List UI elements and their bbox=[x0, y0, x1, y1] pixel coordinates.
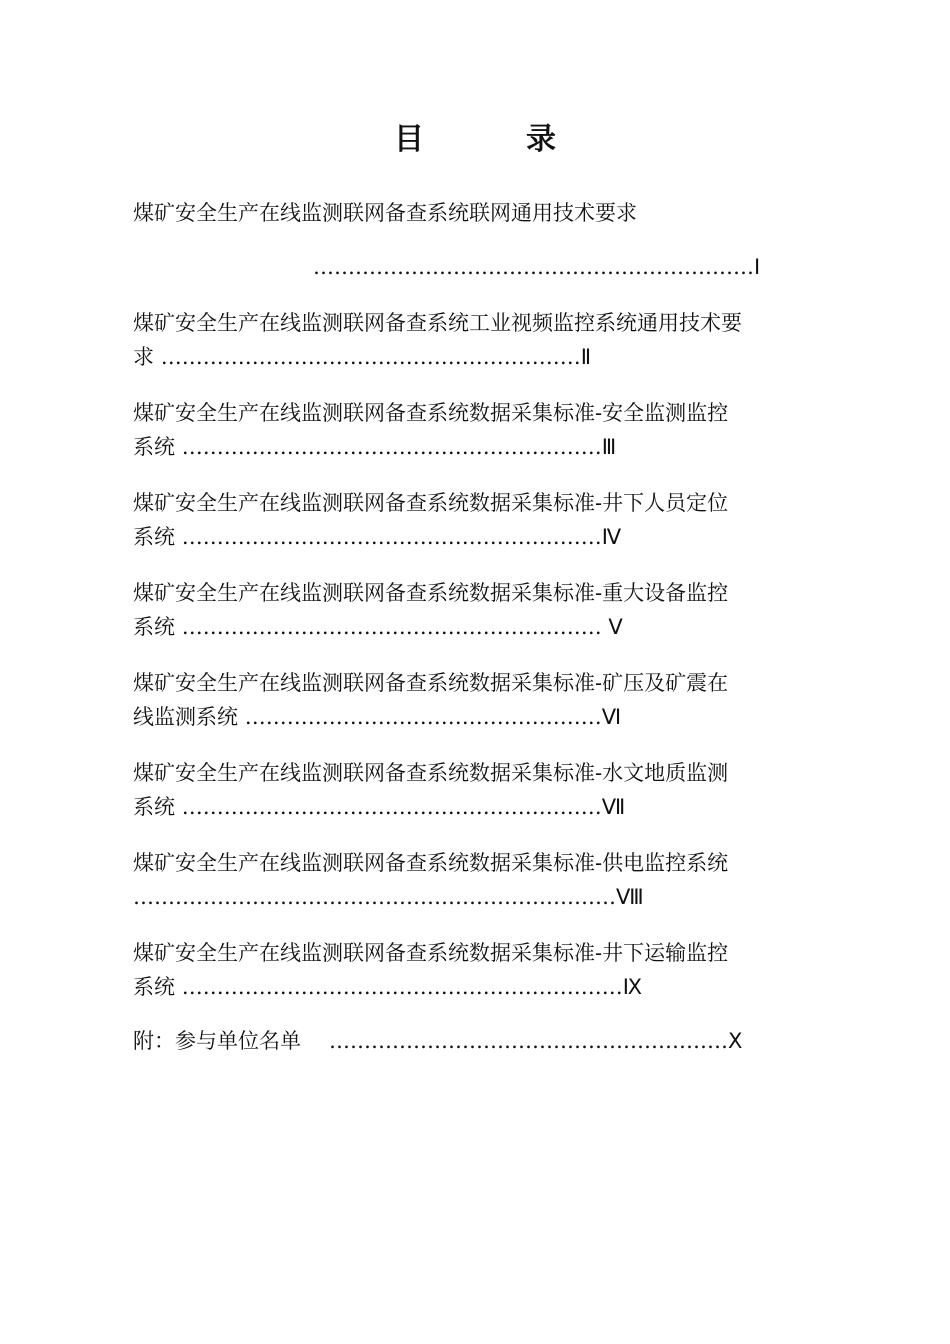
page-number: Ⅱ bbox=[580, 345, 592, 369]
toc-entry-title: 煤矿安全生产在线监测联网备查系统数据采集标准-矿压及矿震在 bbox=[133, 671, 729, 695]
toc-entry-title-cont: 线监测系统 bbox=[133, 705, 245, 729]
page-number: Ⅰ bbox=[754, 255, 761, 279]
page-number: Ⅸ bbox=[622, 975, 642, 999]
leader-dots: …………………………………………………………… bbox=[133, 885, 616, 909]
toc-entry-8[interactable] bbox=[133, 846, 793, 914]
toc-entry-leader bbox=[133, 700, 793, 734]
toc-entry-appendix[interactable] bbox=[133, 1024, 793, 1058]
toc-entry-7[interactable] bbox=[133, 756, 793, 824]
toc-entry-title-cont: 系统 bbox=[133, 795, 182, 819]
toc-list bbox=[133, 196, 793, 1058]
toc-entry-1[interactable] bbox=[133, 196, 793, 284]
toc-entry-leader bbox=[133, 340, 793, 374]
toc-entry-title: 煤矿安全生产在线监测联网备查系统联网通用技术要求 bbox=[133, 201, 637, 225]
toc-entry-6[interactable] bbox=[133, 666, 793, 734]
leader-dots: …………………………………………………… bbox=[181, 615, 609, 639]
toc-entry-leader bbox=[133, 1024, 793, 1058]
page-number: Ⅳ bbox=[601, 525, 622, 549]
toc-entry-5[interactable] bbox=[133, 576, 793, 644]
toc-entry-title: 煤矿安全生产在线监测联网备查系统数据采集标准-安全监测监控 bbox=[133, 401, 729, 425]
toc-entry-title: 煤矿安全生产在线监测联网备查系统数据采集标准-水文地质监测 bbox=[133, 761, 729, 785]
toc-entry-title: 煤矿安全生产在线监测联网备查系统数据采集标准-井下人员定位 bbox=[133, 491, 729, 515]
leader-dots: …………………………………………………… bbox=[181, 525, 602, 549]
toc-title: 目 录 bbox=[394, 122, 592, 157]
leader-dots: …………………………………………………… bbox=[160, 345, 581, 369]
toc-entry-leader bbox=[133, 790, 793, 824]
leader-dots: ……………………………………………………… bbox=[181, 975, 623, 999]
toc-entry-leader bbox=[133, 250, 793, 284]
toc-entry-title: 煤矿安全生产在线监测联网备查系统工业视频监控系统通用技术要 bbox=[133, 311, 742, 335]
toc-entry-title-cont: 系统 bbox=[133, 615, 182, 639]
toc-entry-title-cont: 系统 bbox=[133, 435, 182, 459]
leader-dots: …………………………………………… bbox=[244, 705, 602, 729]
toc-entry-9[interactable] bbox=[133, 936, 793, 1004]
toc-entry-leader bbox=[133, 430, 793, 464]
toc-entry-2[interactable] bbox=[133, 306, 793, 374]
leader-dots: …………………………………………………… bbox=[181, 435, 602, 459]
toc-entry-title: 煤矿安全生产在线监测联网备查系统数据采集标准-重大设备监控 bbox=[133, 581, 729, 605]
toc-entry-leader bbox=[133, 610, 793, 644]
page-number: Ⅷ bbox=[616, 885, 644, 909]
leader-dots: ……………………………………………………… bbox=[313, 255, 754, 279]
page-number: Ⅹ bbox=[728, 1029, 743, 1053]
toc-entry-title: 煤矿安全生产在线监测联网备查系统数据采集标准-供电监控系统 bbox=[133, 851, 729, 875]
toc-entry-title-cont: 系统 bbox=[133, 975, 182, 999]
toc-entry-leader bbox=[133, 880, 793, 914]
page-number: Ⅴ bbox=[608, 615, 623, 639]
toc-entry-3[interactable] bbox=[133, 396, 793, 464]
leader-dots: …………………………………………………… bbox=[181, 795, 602, 819]
toc-entry-title: 煤矿安全生产在线监测联网备查系统数据采集标准-井下运输监控 bbox=[133, 941, 729, 965]
appendix-label: 附：参与单位名单 bbox=[133, 1029, 301, 1053]
toc-entry-title-cont: 系统 bbox=[133, 525, 182, 549]
page-number: Ⅵ bbox=[601, 705, 622, 729]
page-number: Ⅲ bbox=[601, 435, 617, 459]
toc-entry-leader bbox=[133, 970, 793, 1004]
leader-dots: ………………………………………………… bbox=[329, 1029, 728, 1053]
toc-entry-4[interactable] bbox=[133, 486, 793, 554]
page-number: Ⅶ bbox=[601, 795, 626, 819]
toc-entry-leader bbox=[133, 520, 793, 554]
toc-entry-title-cont: 求 bbox=[133, 345, 161, 369]
